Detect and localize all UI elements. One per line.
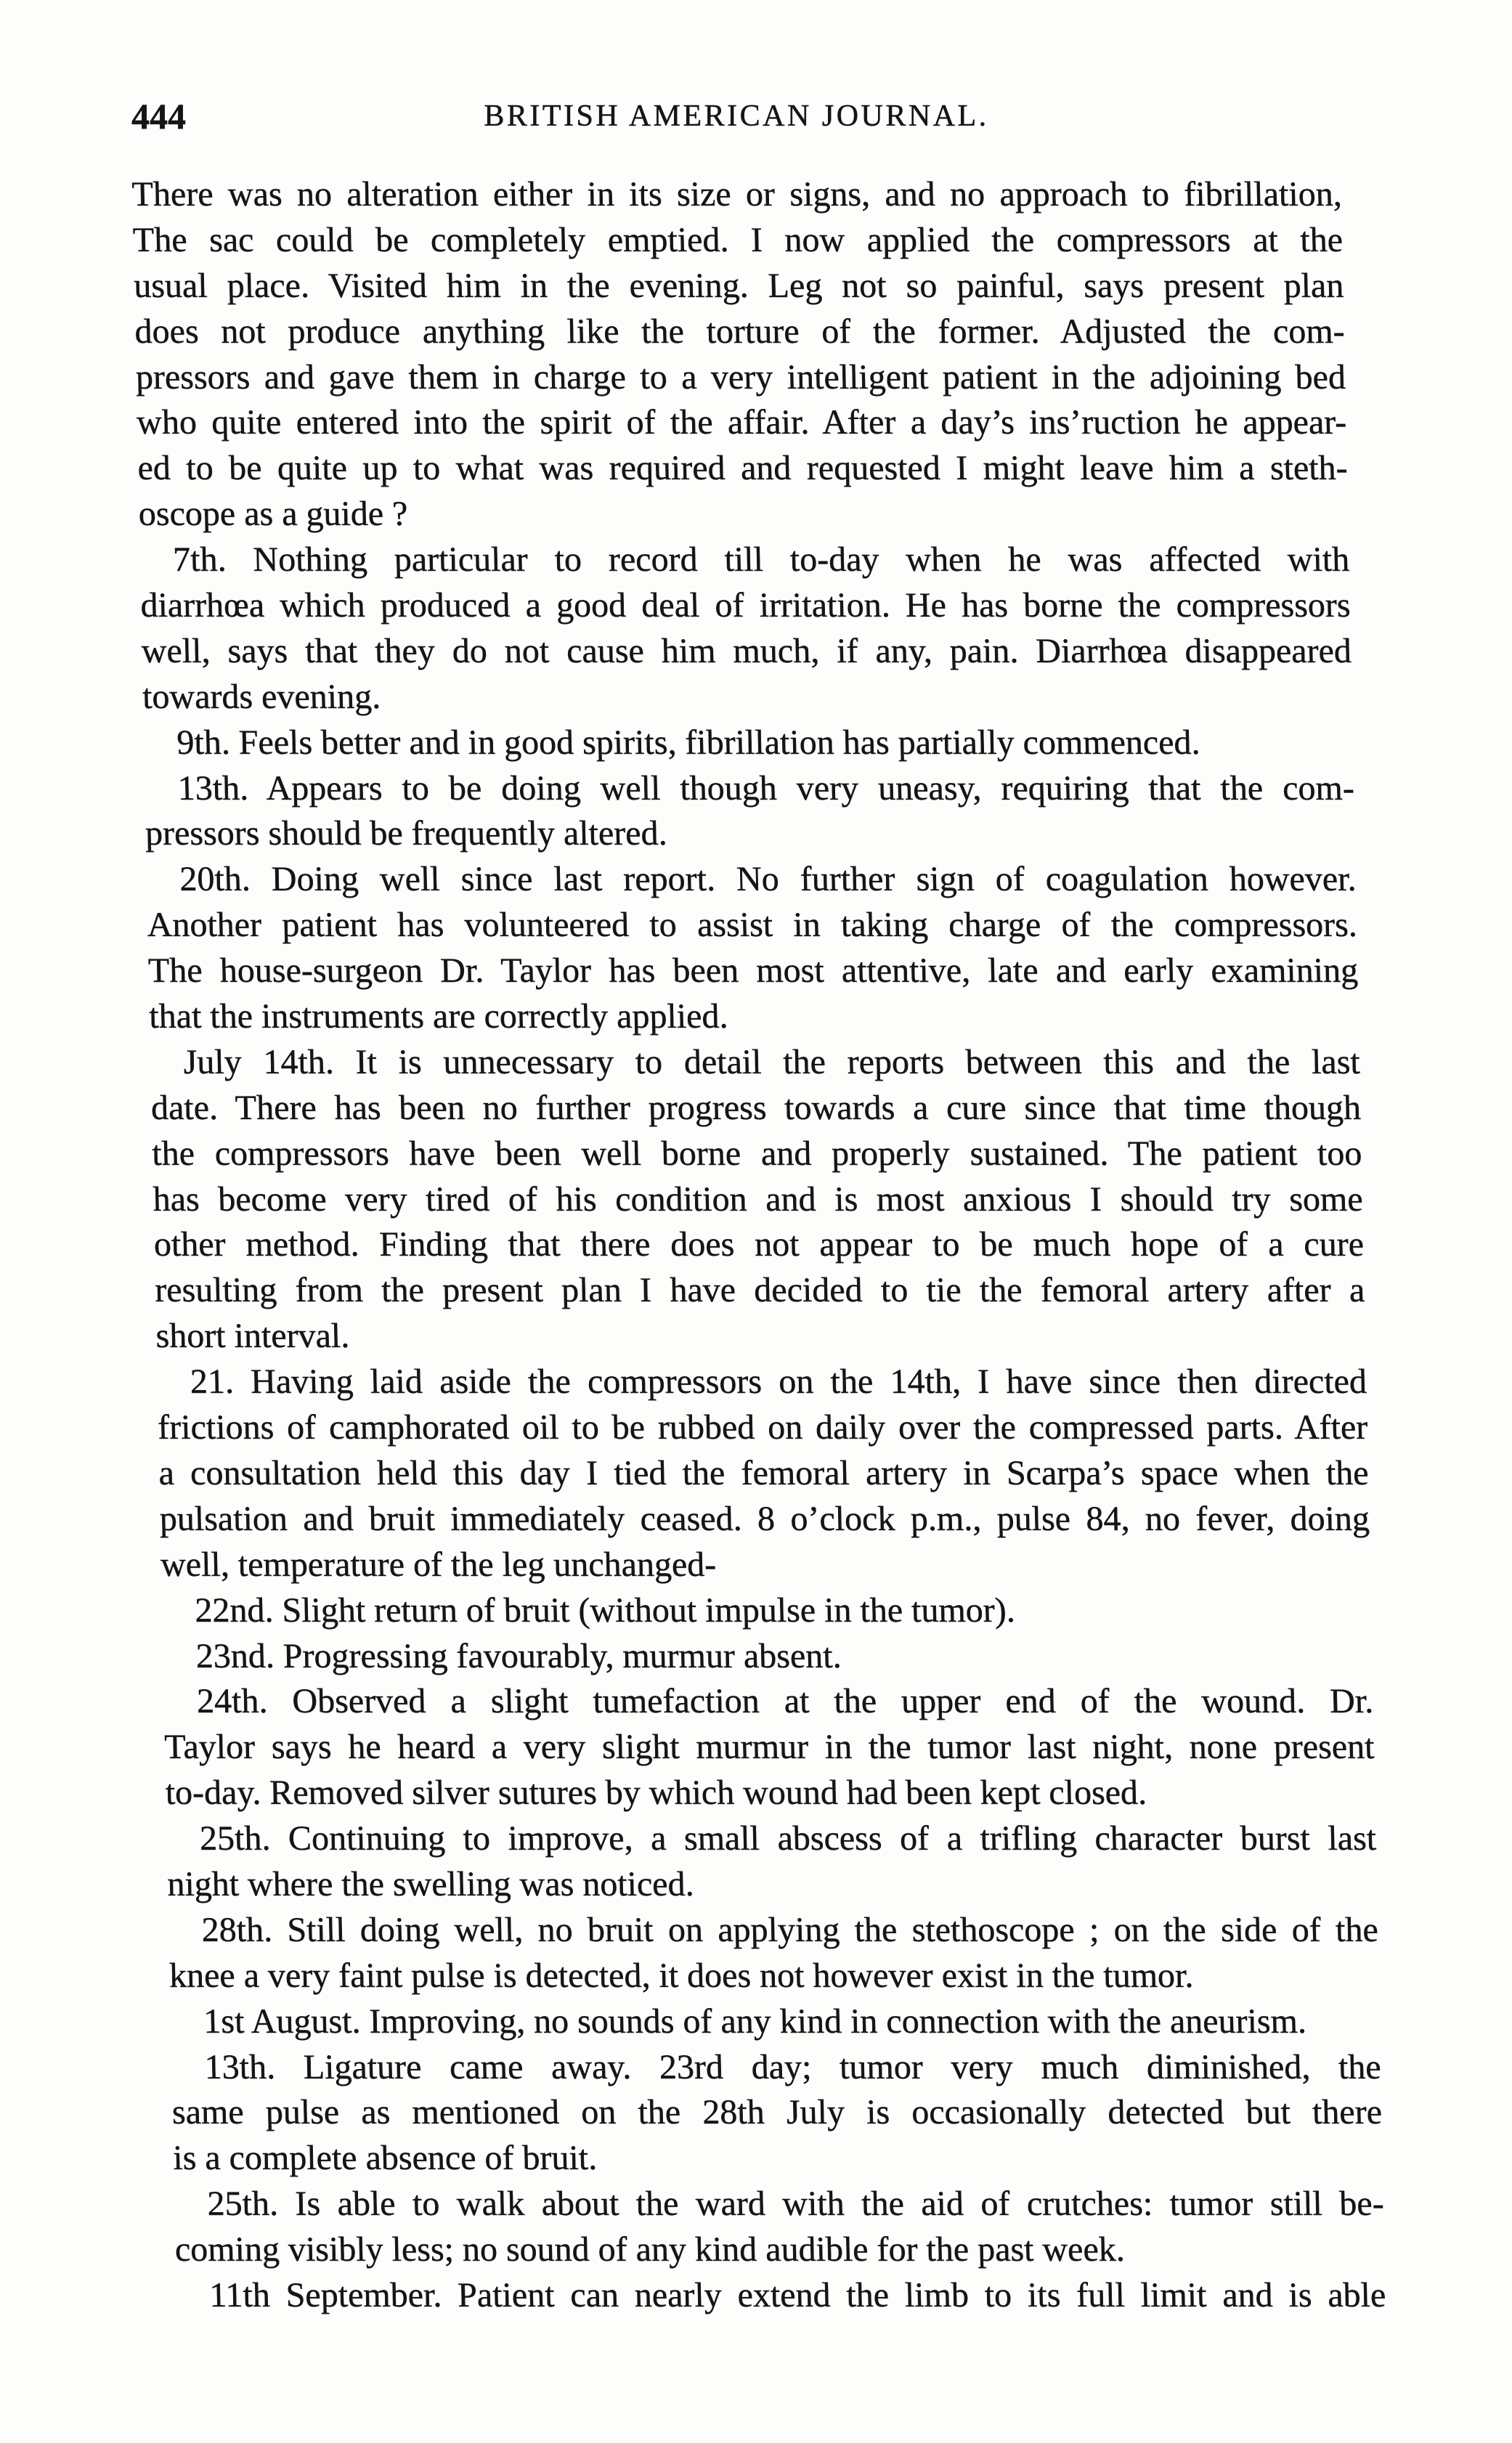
page-number: 444 — [131, 96, 186, 137]
text-line: well, temperature of the leg unchanged- — [160, 1545, 717, 1584]
paragraph — [146, 857, 1359, 1040]
text-line: has become very tired of his condition and is most anxious I should try some — [153, 1179, 1364, 1219]
text-line: is a complete absence of bruit. — [172, 2139, 598, 2178]
text-line: July 14th. It is unnecessary to detail the reports between this and the last — [183, 1042, 1361, 1081]
paragraph — [131, 172, 1349, 537]
text-line: to-day. Removed silver sutures by which wound had been kept closed. — [165, 1773, 1147, 1813]
journal-title: BRITISH AMERICAN JOURNAL. — [484, 99, 989, 133]
text-line: same pulse as mentioned on the 28th July is occasionally detected but there — [171, 2093, 1383, 2132]
text-line: other method. Finding that there does not appear to be much hope of a cure — [153, 1225, 1365, 1264]
text-line: knee a very faint pulse is detected, it does not however exist in the tumor. — [168, 1956, 1194, 1995]
text-column — [131, 172, 1386, 2319]
text-line: short interval. — [155, 1317, 350, 1356]
text-line: 22nd. Slight return of bruit (without impulse in the tumor). — [194, 1590, 1016, 1630]
text-line: 21. Having laid aside the compressors on the 14th, I have since then directed — [190, 1362, 1367, 1402]
paragraph — [161, 1588, 1372, 1634]
text-line: 25th. Is able to walk about the ward with the aid of crutches: tumor still be- — [207, 2184, 1385, 2224]
paragraph — [150, 1040, 1366, 1359]
text-line: the compressors have been well borne and properly sustained. The patient too — [151, 1134, 1362, 1173]
text-line: The house-surgeon Dr. Taylor has been most attentive, late and early examining — [147, 951, 1359, 991]
text-line: ed to be quite up to what was required and requested I might leave him a steth- — [137, 449, 1349, 488]
text-line: pulsation and bruit immediately ceased. 8 o’clock p.m., pulse 84, no fever, doing — [159, 1499, 1370, 1538]
text-line: 23nd. Progressing favourably, murmur absent. — [195, 1636, 842, 1675]
paragraph — [139, 537, 1353, 720]
text-line: The sac could be completely emptied. I now applied the compressors at the — [132, 220, 1344, 259]
text-line: that the instruments are correctly applied. — [148, 997, 728, 1036]
text-line: resulting from the present plan I have decided to tie the femoral artery after a — [154, 1271, 1365, 1310]
text-line: diarrhœa which produced a good deal of irritation. He has borne the compressors — [139, 586, 1352, 625]
text-line: a consultation held this day I tied the femoral artery in Scarpa’s space when the — [158, 1453, 1370, 1492]
text-line: 28th. Still doing well, no bruit on applying the stethoscope ; on the side of the — [201, 1910, 1379, 1949]
paragraph — [162, 1634, 1373, 1680]
paragraph — [163, 1679, 1375, 1816]
text-line: 11th September. Patient can nearly extend the limb to its full limit and is able — [208, 2275, 1386, 2314]
text-line: 20th. Doing well since last report. No further sign of coagulation however. — [179, 860, 1357, 899]
running-head — [131, 93, 1341, 139]
paragraph — [170, 1999, 1381, 2045]
text-line: 9th. Feels better and in good spirits, fibrillation has partially commenced. — [176, 723, 1201, 762]
text-line: towards evening. — [142, 677, 381, 716]
text-line: night where the swelling was noticed. — [166, 1864, 695, 1903]
text-line: coming visibly less; no sound of any kind audible for the past week. — [174, 2230, 1126, 2269]
paragraph — [166, 1816, 1378, 1908]
text-line: does not produce anything like the torture of the former. Adjusted the com- — [134, 312, 1346, 351]
text-line: 1st August. Improving, no sounds of any kind in connection with the aneurism. — [203, 2001, 1307, 2041]
paragraph — [168, 1908, 1380, 1999]
paragraph — [156, 1359, 1371, 1588]
paragraph — [174, 2182, 1386, 2273]
text-line: frictions of camphorated oil to be rubbed on daily over the compressed parts. After — [157, 1408, 1368, 1447]
text-line: pressors and gave them in charge to a very intelligent patient in the adjoining bed — [135, 357, 1346, 397]
text-line: date. There has been no further progress towards a cure since that time though — [150, 1088, 1362, 1127]
text-line: 24th. Observed a slight tumefaction at the upper end of the wound. Dr. — [196, 1682, 1374, 1721]
text-line: Another patient has volunteered to assist in taking charge of the compressors. — [147, 906, 1358, 945]
text-line: 7th. Nothing particular to record till to-day when he was affected with — [172, 540, 1350, 580]
text-line: oscope as a guide ? — [138, 495, 408, 534]
text-line: usual place. Visited him in the evening. Leg not so painful, says present plan — [133, 266, 1344, 305]
paragraph — [144, 766, 1356, 858]
text-line: 13th. Ligature came away. 23rd day; tumor very much diminished, the — [204, 2047, 1382, 2086]
text-line: There was no alteration either in its size or signs, and no approach to fibrillation, — [131, 175, 1343, 214]
paragraph — [171, 2045, 1383, 2182]
text-line: pressors should be frequently altered. — [145, 814, 668, 853]
text-line: well, says that they do not cause him much, if any, pain. Diarrhœa disappeared — [141, 631, 1352, 670]
text-line: Taylor says he heard a very slight murmur in the tumor last night, none present — [163, 1728, 1375, 1767]
paragraph — [176, 2273, 1386, 2319]
paragraph — [143, 720, 1354, 766]
text-line: 25th. Continuing to improve, a small abscess of a trifling character burst last — [199, 1819, 1377, 1858]
text-line: who quite entered into the spirit of the affair. After a day’s ins’ruction he appear- — [136, 403, 1347, 442]
text-line: 13th. Appears to be doing well though very uneasy, requiring that the com- — [177, 768, 1355, 808]
